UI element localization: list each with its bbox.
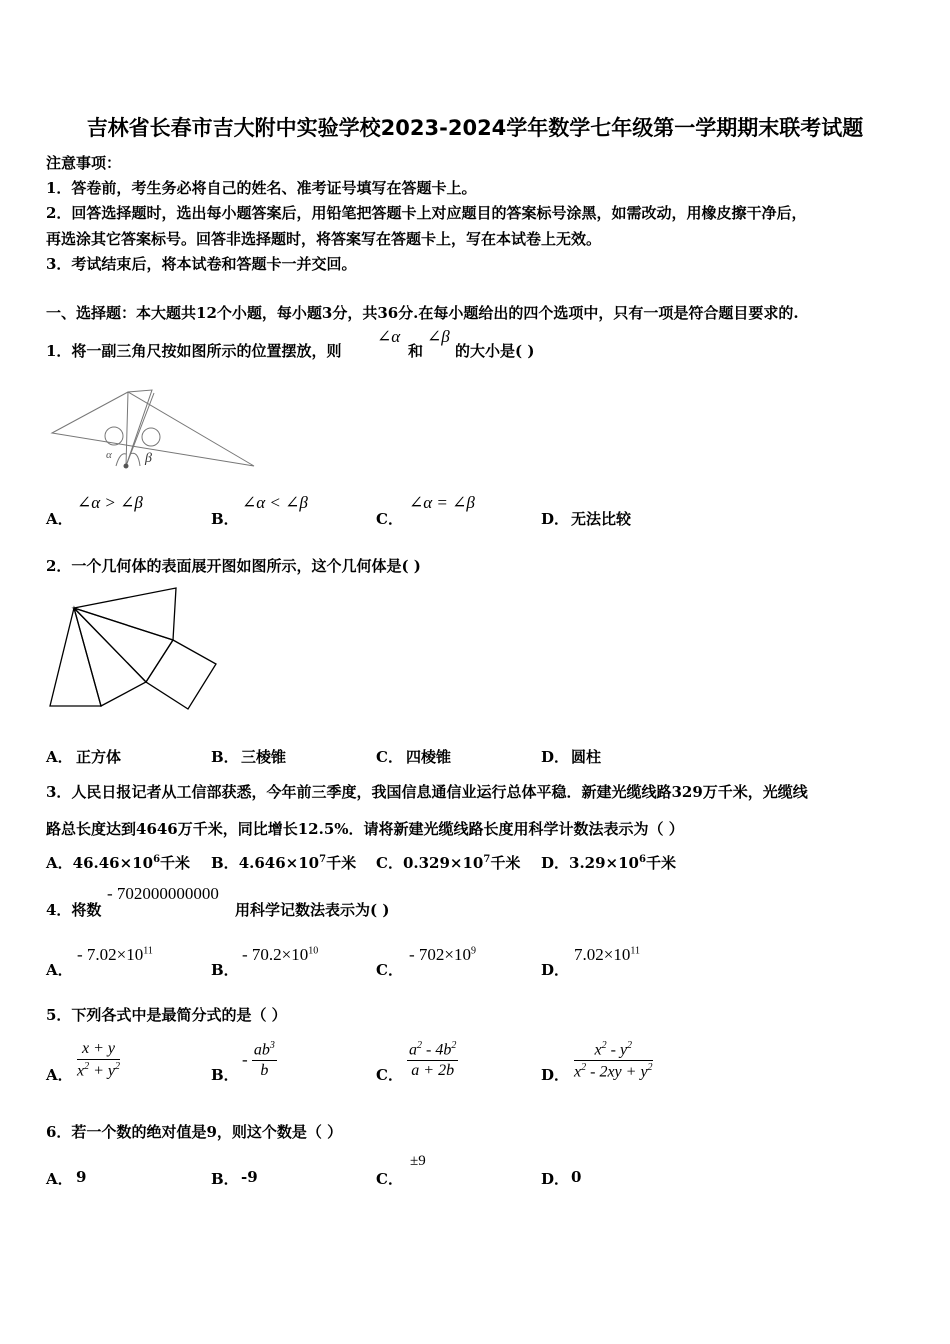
fig-beta-label: β (145, 451, 152, 466)
notice-item-3: 3．考试结束后，将本试卷和答题卡一并交回。 (46, 255, 357, 273)
q4-opt-d: $7.02\times 10^{11}$ (574, 945, 640, 964)
q4-opt-d-label: D． (541, 961, 570, 979)
net-face-right (74, 608, 173, 682)
q1-prefix: 1．将一副三角尺按如图所示的位置摆放，则 (46, 342, 342, 360)
q4-opt-a-label: A． (46, 961, 73, 979)
q1-opt-a-label: A． (46, 510, 73, 528)
q5-opt-b-fraction: - $\frac{ab^3}{b}$ (242, 1040, 275, 1080)
q2-opt-b: 三棱锥 (241, 748, 287, 766)
q5-opt-a-label: A． (46, 1066, 73, 1084)
notice-item-2-cont: 再选涂其它答案标号。回答非选择题时，将答案写在答题卡上，写在本试卷上无效。 (46, 230, 602, 248)
q2-opt-c: 四棱锥 (406, 748, 452, 766)
q4-opt-c: - $702\times 10^9$ (409, 945, 476, 964)
notice-item-2: 2．回答选择题时，选出每小题答案后，用铅笔把答题卡上对应题目的答案标号涂黑，如需改动，用橡皮擦干净后， (46, 204, 807, 222)
q6-opt-d: 0 (571, 1168, 582, 1186)
q2-opt-a-label: A． (46, 748, 73, 766)
q6-opt-c: ±9 (410, 1153, 426, 1169)
q6-opt-b-label: B． (211, 1170, 239, 1188)
q4-prefix: 4．将数 (46, 901, 102, 919)
section-heading: 一、选择题：本大题共12个小题，每小题3分，共36分.在每小题给出的四个选项中，只有一项是符合题目要求的. (46, 304, 799, 322)
q1-suffix: 的大小是( ) (455, 342, 535, 360)
q4-suffix: 用科学记数法表示为( ) (235, 901, 390, 919)
notice-heading: 注意事项： (46, 154, 122, 172)
big-triangle (52, 392, 254, 466)
q5-opt-c-fraction: $\frac{a^2 - 4b^2}{a + 2b}$ (409, 1040, 457, 1080)
net-face-top (74, 588, 176, 640)
q1-opt-d: 无法比较 (571, 510, 632, 528)
q2-opt-c-label: C． (376, 748, 403, 766)
q6-opt-a-label: A． (46, 1170, 73, 1188)
q3-opt-a: A．$46.46\times 10^6$千米 (46, 854, 191, 872)
q5-opt-d-label: D． (541, 1066, 570, 1084)
q5-opt-b-label: B． (211, 1066, 239, 1084)
q3-opt-d: D．$3.29\times 10^6$千米 (541, 854, 676, 872)
net-face-left (50, 608, 101, 706)
q1-opt-a: ∠α > ∠β (77, 493, 143, 512)
q2-opt-d: 圆柱 (571, 748, 602, 766)
q6-opt-d-label: D． (541, 1170, 570, 1188)
q3-opt-b: B．$4.646\times 10^7$千米 (211, 854, 357, 872)
q1-alpha: ∠α (377, 327, 401, 346)
q1-opt-c: ∠α = ∠β (409, 493, 475, 512)
q4-opt-c-label: C． (376, 961, 403, 979)
notice-item-1: 1．答卷前，考生务必将自己的姓名、准考证号填写在答题卡上。 (46, 179, 477, 197)
q6-opt-b: -9 (241, 1168, 258, 1186)
q1-and: 和 (408, 342, 424, 360)
q3-line2: 路总长度达到4646万千米，同比增长12.5%．请将新建光缆线路长度用科学计数法表示为（ ） (46, 820, 684, 838)
q6-opt-a: 9 (76, 1168, 87, 1186)
q5-opt-d-fraction: $\frac{x^2 - y^2}{x^2 - 2xy + y^2}$ (574, 1040, 653, 1081)
q2-text: 2．一个几何体的表面展开图如图所示，这个几何体是( ) (46, 557, 421, 575)
q2-opt-b-label: B． (211, 748, 239, 766)
q1-opt-c-label: C． (376, 510, 403, 528)
q4-opt-a: - $7.02\times 10^{11}$ (77, 945, 153, 964)
q2-opt-a: 正方体 (76, 748, 122, 766)
q3-opt-c: C．$0.329\times 10^7$千米 (376, 854, 521, 872)
q2-net-figure (46, 584, 224, 714)
q6-text: 6．若一个数的绝对值是9，则这个数是（ ） (46, 1123, 343, 1141)
q1-opt-d-label: D． (541, 510, 570, 528)
q1-beta: ∠β (427, 327, 450, 346)
page-title: 吉林省长春市吉大附中实验学校2023-2024学年数学七年级第一学期期末联考试题 (86, 116, 864, 140)
q3-line1: 3．人民日报记者从工信部获悉，今年前三季度，我国信息通信业运行总体平稳．新建光缆线路329万千米，光缆线 (46, 783, 808, 801)
q4-opt-b: - $70.2\times 10^{10}$ (242, 945, 319, 964)
q1-opt-b: ∠α < ∠β (242, 493, 308, 512)
q5-opt-c-label: C． (376, 1066, 403, 1084)
net-square-base (146, 640, 216, 709)
q5-opt-a-fraction: $\frac{x + y}{x^2 + y^2}$ (77, 1040, 121, 1080)
q6-opt-c-label: C． (376, 1170, 403, 1188)
q4-opt-b-label: B． (211, 961, 239, 979)
q4-number: - 702000000000 (107, 884, 219, 903)
fig-alpha-label: α (106, 449, 112, 461)
q1-triangle-figure (48, 386, 263, 476)
q1-opt-b-label: B． (211, 510, 239, 528)
q2-opt-d-label: D． (541, 748, 570, 766)
q5-text: 5．下列各式中是最简分式的是（ ） (46, 1006, 287, 1024)
net-face-middle (74, 608, 146, 706)
